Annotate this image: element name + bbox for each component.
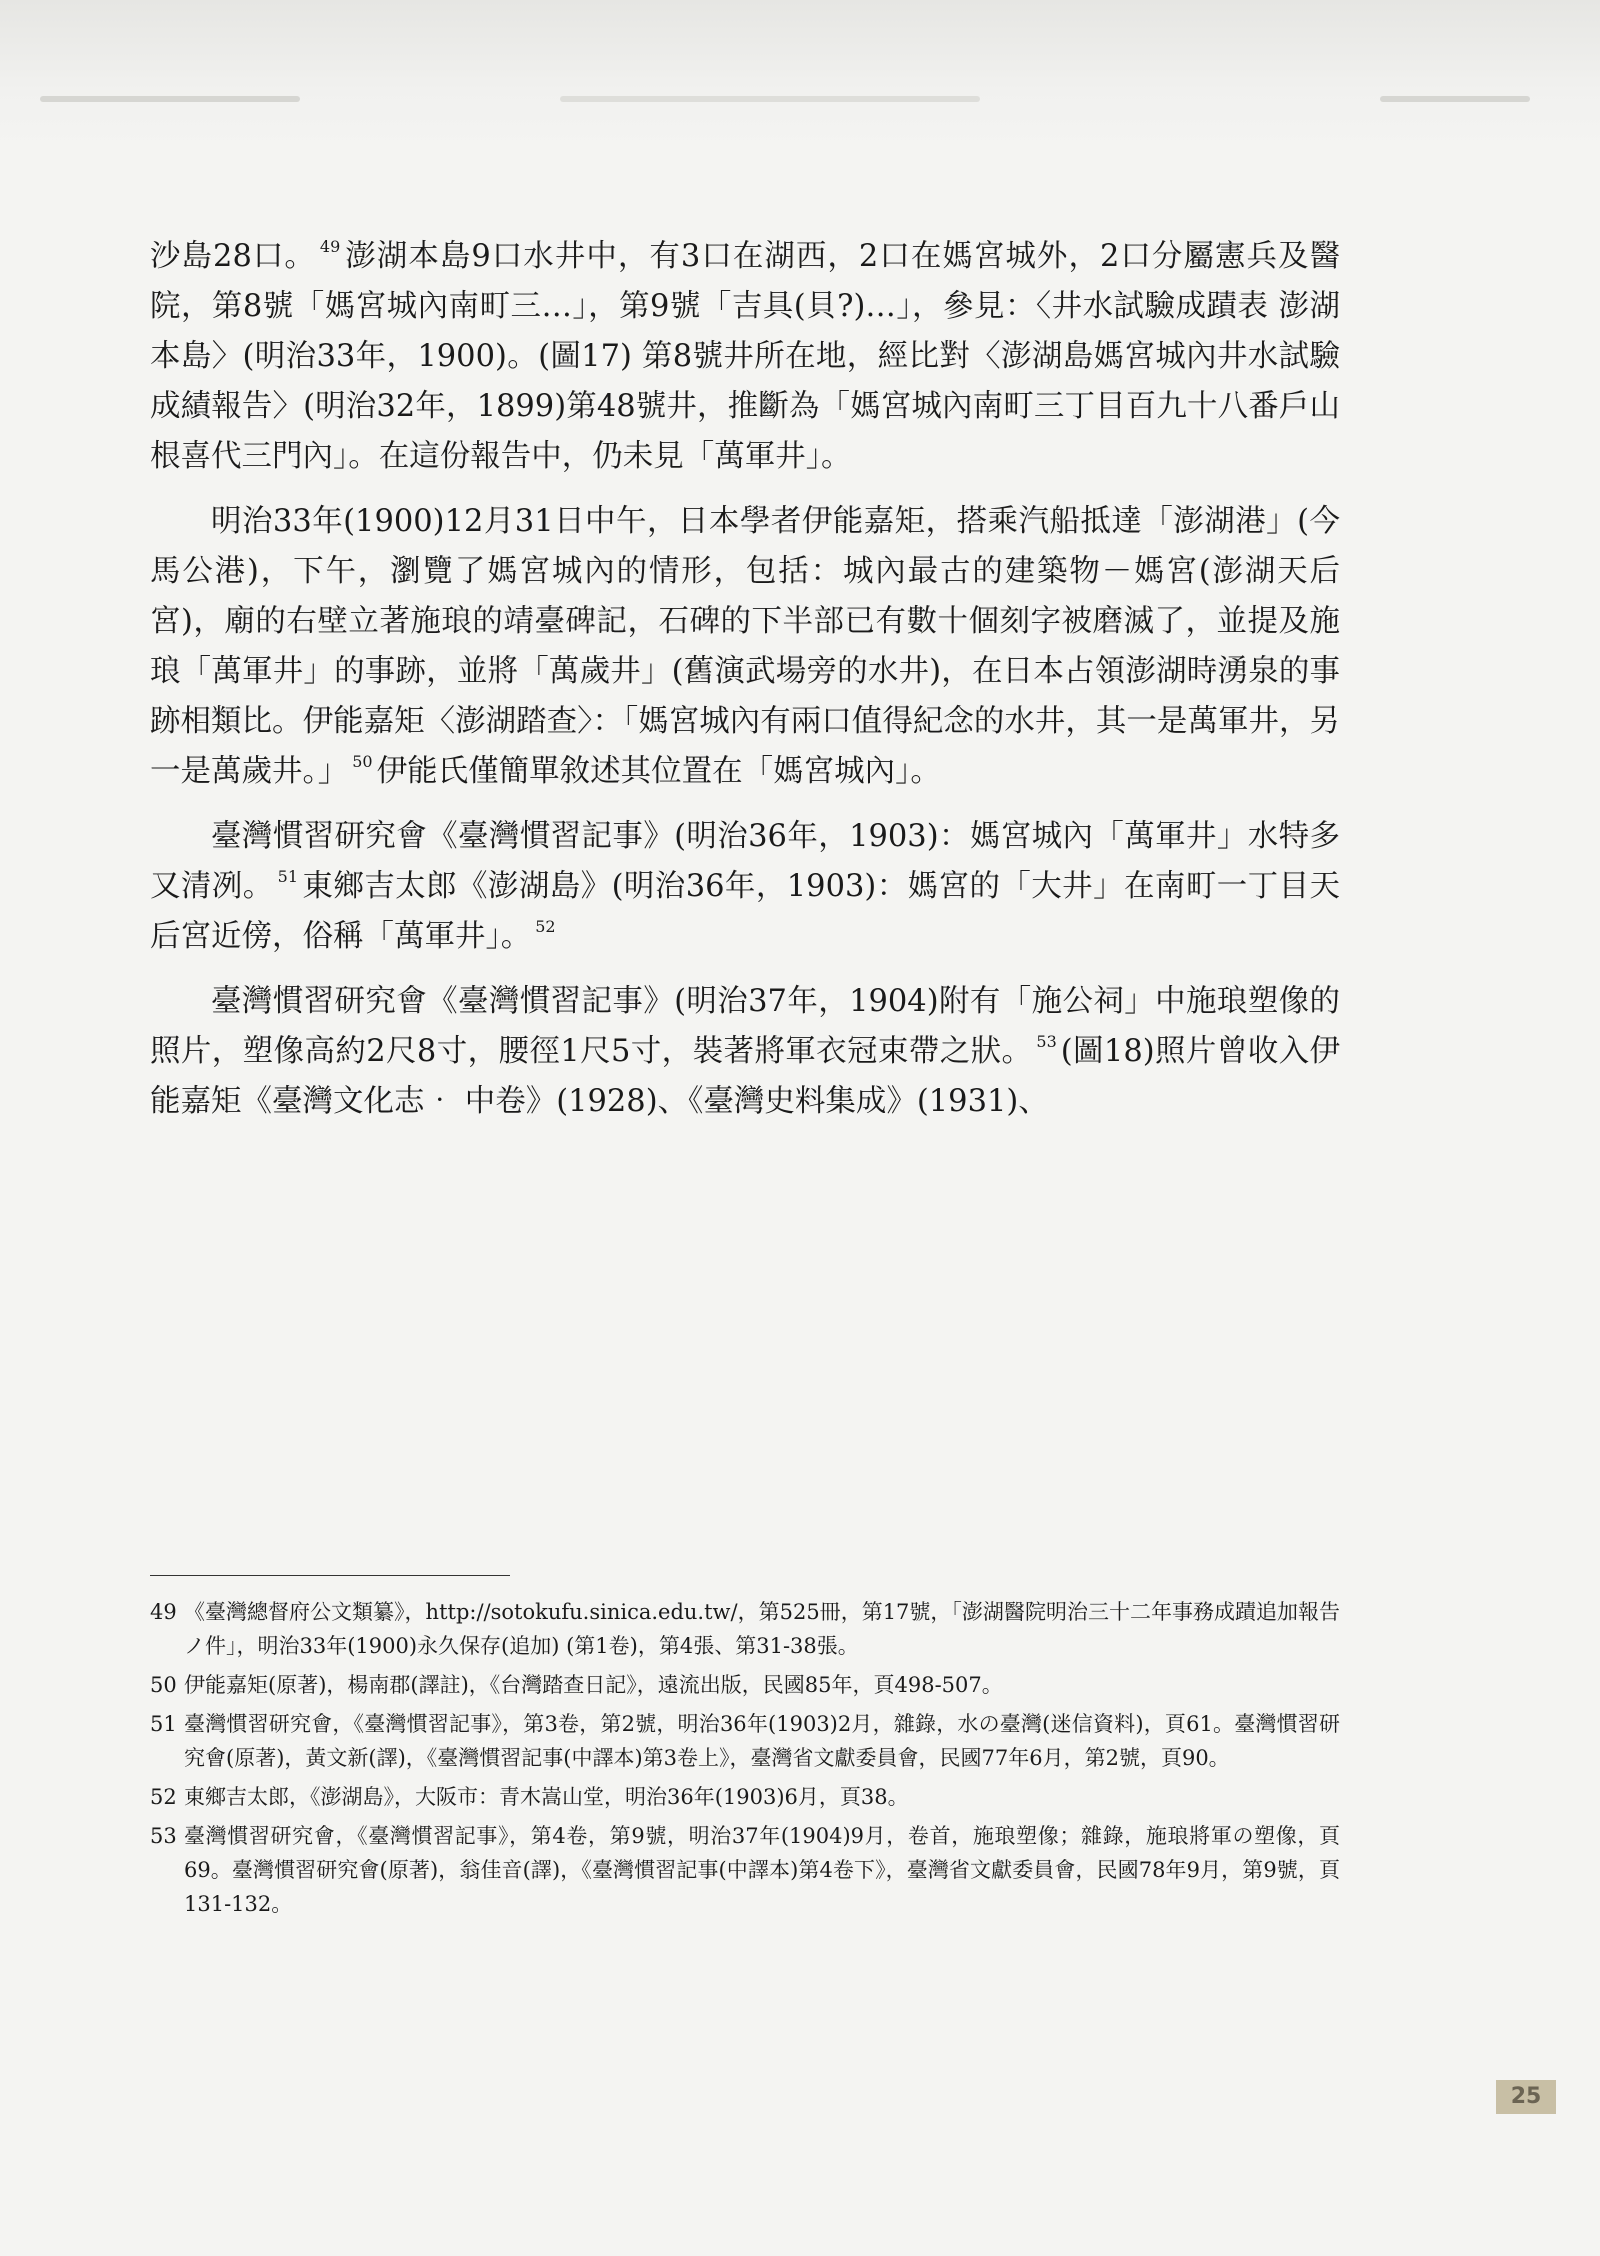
footnote-item (150, 1707, 1340, 1775)
footnote-number: 53 (150, 1824, 177, 1848)
footnote-number: 51 (150, 1712, 177, 1736)
footnote-text: 臺灣慣習研究會，《臺灣慣習記事》，第3卷，第2號，明治36年(1903)2月，雜錄，水の臺灣(迷信資料)，頁61。臺灣慣習研究會(原著)，黃文新(譯)，《臺灣慣習記事(中譯本)第3卷上》，臺灣省文獻委員會，民國77年6月，第2號，頁90。 (184, 1712, 1340, 1770)
footnote-text: 《臺灣總督府公文類纂》，http://sotokufu.sinica.edu.tw/，第525冊，第17號，「澎湖醫院明治三十二年事務成蹟追加報告ノ件」，明治33年(1900)永久保存(追加) (第1卷)，第4張、第31-38張。 (184, 1600, 1340, 1658)
footnotes (150, 1595, 1340, 1926)
paragraph (150, 232, 1340, 482)
text-run: 伊能氏僅簡單敘述其位置在「媽宮城內」。 (376, 754, 941, 789)
scan-edge (0, 0, 1600, 150)
footnote-item (150, 1668, 1340, 1702)
footnote-text: 臺灣慣習研究會，《臺灣慣習記事》，第4卷，第9號，明治37年(1904)9月，卷首，施琅塑像；雜錄，施琅將軍の塑像，頁69。臺灣慣習研究會(原著)，翁佳音(譯)，《臺灣慣習記事(中譯本)第4卷下》，臺灣省文獻委員會，民國78年9月，第9號，頁131-132。 (184, 1824, 1340, 1916)
footnote-ref[interactable]: 50 (352, 751, 373, 771)
footnote-item (150, 1780, 1340, 1814)
paragraph (150, 812, 1340, 962)
footnote-ref[interactable]: 53 (1036, 1031, 1057, 1051)
paragraph (150, 497, 1340, 797)
footnote-divider (150, 1575, 510, 1576)
footnote-item (150, 1595, 1340, 1663)
text-run: 沙島28口。 (150, 239, 316, 274)
footnote-ref[interactable]: 52 (535, 916, 556, 936)
scan-mark (40, 96, 300, 102)
text-run: (圖18)照片曾收入伊能嘉矩《臺灣文化志‧ 中卷》(1928)、《臺灣史料集成》(1931)、 (150, 1034, 1340, 1119)
text-run: 明治33年(1900)12月31日中午，日本學者伊能嘉矩，搭乘汽船抵達「澎湖港」(今馬公港)，下午，瀏覽了媽宮城內的情形，包括：城內最古的建築物－媽宮(澎湖天后宮)，廟的右壁立著施琅的靖臺碑記，石碑的下半部已有數十個刻字被磨滅了，並提及施琅「萬軍井」的事跡，並將「萬歲井」(舊演武場旁的水井)，在日本占領澎湖時湧泉的事跡相類比。伊能嘉矩〈澎湖踏查〉：「媽宮城內有兩口值得紀念的水井，其一是萬軍井，另一是萬歲井。」 (150, 504, 1340, 789)
text-run: 澎湖本島9口水井中，有3口在湖西，2口在媽宮城外，2口分屬憲兵及醫院，第8號「媽宮城內南町三…」，第9號「吉具(貝?)…」，參見：〈井水試驗成蹟表 澎湖本島〉(明治33年，1900)。(圖17) 第8號井所在地，經比對〈澎湖島媽宮城內井水試驗成績報告〉(明治32年，1899)第48號井，推斷為「媽宮城內南町三丁目百九十八番戶山根喜代三門內」。在這份報告中，仍未見「萬軍井」。 (150, 239, 1340, 474)
text-run: 臺灣慣習研究會《臺灣慣習記事》(明治36年，1903)：媽宮城內「萬軍井」水特多又清冽。 (150, 819, 1340, 904)
paragraph (150, 977, 1340, 1127)
text-run: 臺灣慣習研究會《臺灣慣習記事》(明治37年，1904)附有「施公祠」中施琅塑像的照片，塑像高約2尺8寸，腰徑1尺5寸，裝著將軍衣冠束帶之狀。 (150, 984, 1340, 1069)
footnote-ref[interactable]: 51 (277, 866, 299, 886)
footnote-text: 東鄉吉太郎，《澎湖島》，大阪市：青木嵩山堂，明治36年(1903)6月，頁38。 (184, 1785, 909, 1809)
footnote-number: 50 (150, 1673, 177, 1697)
footnote-number: 52 (150, 1785, 177, 1809)
page-number: 25 (1496, 2080, 1556, 2114)
scan-mark (560, 96, 980, 102)
footnote-ref[interactable]: 49 (319, 236, 341, 256)
footnote-number: 49 (150, 1600, 177, 1624)
text-run: 東鄉吉太郎《澎湖島》(明治36年，1903)：媽宮的「大井」在南町一丁目天后宮近傍，俗稱「萬軍井」。 (150, 869, 1340, 954)
footnote-text: 伊能嘉矩(原著)，楊南郡(譯註)，《台灣踏查日記》，遠流出版，民國85年，頁498-507。 (184, 1673, 1003, 1697)
footnote-item (150, 1819, 1340, 1921)
scan-mark (1380, 96, 1530, 102)
body-text (150, 232, 1340, 1142)
